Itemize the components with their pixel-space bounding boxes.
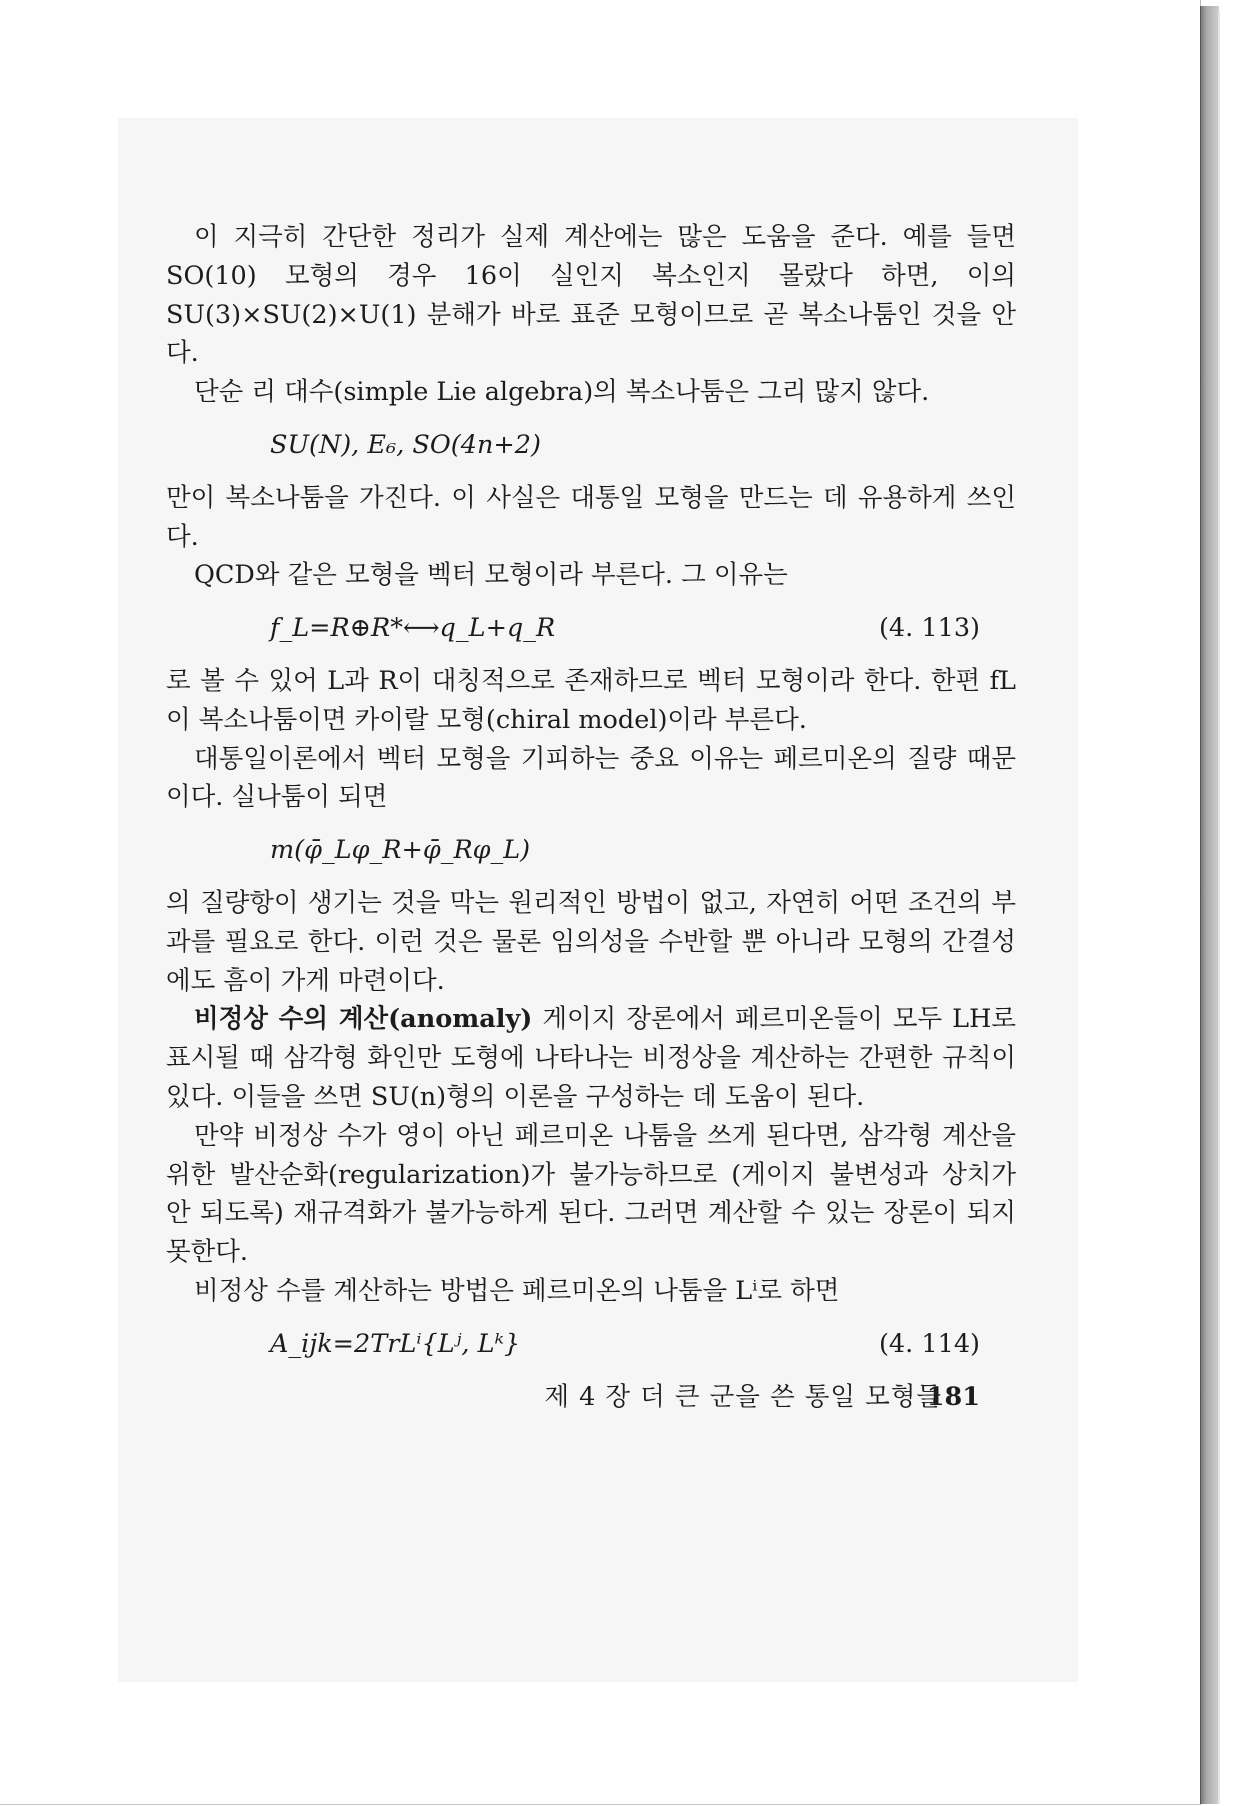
paragraph-9: 만약 비정상 수가 영이 아닌 페르미온 나툼을 쓰게 된다면, 삼각형 계산을 위한 발산순화(regularization)가 불가능하므로 (게이지 불변성과 상치가 안 되도록) 재규격화가 불가능하게 된다. 그러면 계산할 수 있는 장론이 되지 못한다. <box>166 1120 1016 1268</box>
equation-mass-term <box>166 831 1016 870</box>
paragraph-10: 비정상 수를 계산하는 방법은 페르미온의 나툼을 Lⁱ로 하면 <box>194 1275 840 1306</box>
paragraph-5: 로 볼 수 있어 L과 R이 대칭적으로 존재하므로 벡터 모형이라 한다. 한편 fL이 복소나툼이면 카이랄 모형(chiral model)이라 부른다. <box>166 665 1016 735</box>
equation-simple-lie-algebras <box>166 426 1016 465</box>
paragraph-2: 단순 리 대수(simple Lie algebra)의 복소나툼은 그리 많지 않다. <box>194 377 930 408</box>
equation-4-113 <box>166 609 1016 648</box>
equation-number: (4. 113) <box>878 613 980 644</box>
equation-4-114 <box>166 1325 1016 1364</box>
section-heading-anomaly: 비정상 수의 계산(anomaly) <box>194 1004 533 1035</box>
paragraph-7: 의 질량항이 생기는 것을 막는 원리적인 방법이 없고, 자연히 어떤 조건의 부과를 필요로 한다. 이런 것은 물론 임의성을 수반할 뿐 아니라 모형의 간결성에도 흠이 가게 마련이다. <box>166 887 1016 996</box>
equation-formula: SU(N), E₆, SO(4n+2) <box>270 429 541 460</box>
paragraph-3: 만이 복소나툼을 가진다. 이 사실은 대통일 모형을 만드는 데 유용하게 쓰인다. <box>166 482 1016 552</box>
page-edge-shadow <box>1200 6 1219 1804</box>
paragraph-6: 대통일이론에서 벡터 모형을 기피하는 중요 이유는 페르미온의 질량 때문이다. 실나툼이 되면 <box>166 743 1016 813</box>
paragraph-8-body: 게이지 장론에서 페르미온들이 모두 LH로 표시될 때 삼각형 화인만 도형에 나타나는 비정상을 계산하는 간편한 규칙이 있다. 이들을 쓰면 SU(n)형의 이론을 구성하는 데 도움이 된다. <box>166 1004 1016 1112</box>
page-number: 181 <box>926 1381 980 1412</box>
running-footer-chapter: 제 4 장 더 큰 군을 쓴 통일 모형들 <box>544 1381 942 1412</box>
paragraph-8 <box>166 1000 1016 1116</box>
paragraph-1: 이 지극히 간단한 정리가 실제 계산에는 많은 도움을 준다. 예를 들면 SO(10) 모형의 경우 16이 실인지 복소인지 몰랐다 하면, 이의 SU(3)×SU(2)×U(1) 분해가 바로 표준 모형이므로 곧 복소나툼인 것을 안다. <box>166 222 1016 369</box>
page-body <box>166 218 1016 1416</box>
page-edge-highlight <box>1218 10 1220 1804</box>
equation-number: (4. 114) <box>878 1328 980 1359</box>
paragraph-4: QCD와 같은 모형을 벡터 모형이라 부른다. 그 이유는 <box>194 560 788 591</box>
equation-formula: f_L=R⊕R*⟷q_L+q_R <box>270 613 556 644</box>
page-footer <box>166 1378 1016 1417</box>
equation-formula: m(φ̄_Lφ_R+φ̄_Rφ_L) <box>270 835 531 866</box>
equation-formula: A_ijk=2TrLⁱ{Lʲ, Lᵏ} <box>270 1328 521 1359</box>
